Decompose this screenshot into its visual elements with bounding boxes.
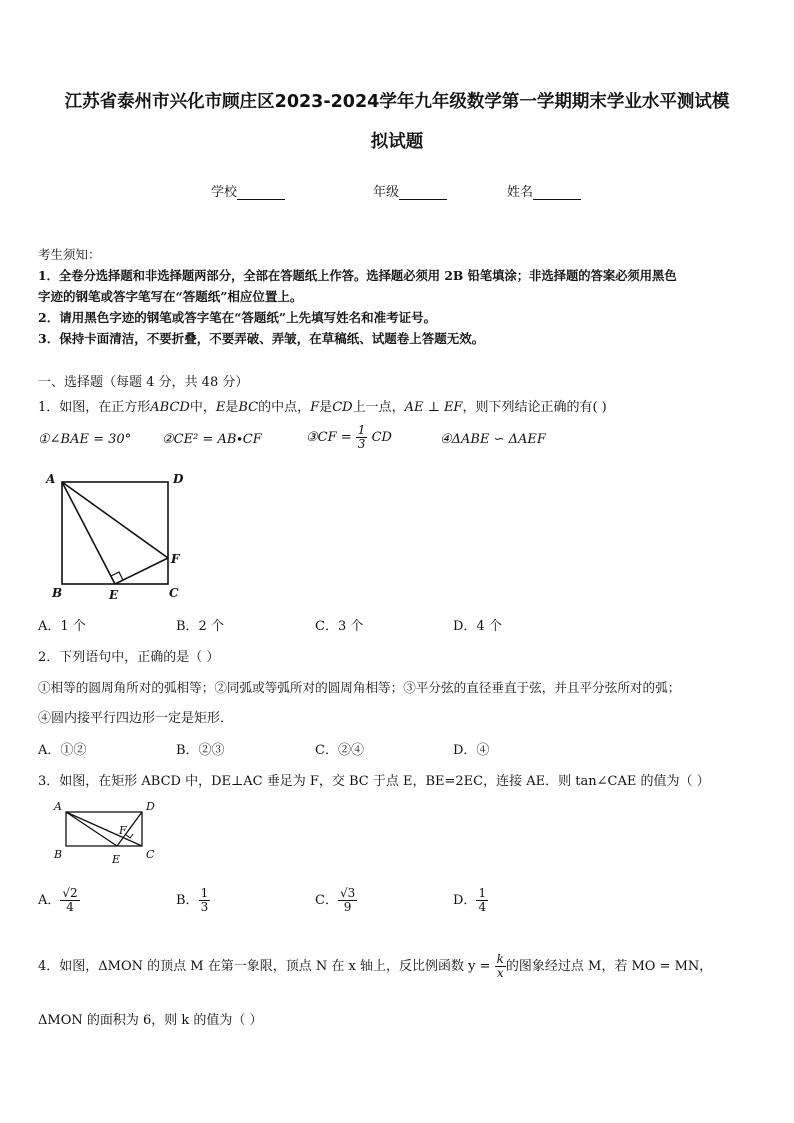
q2-option-c: C．②④ — [315, 743, 364, 758]
q2-option-a: A．①② — [38, 743, 87, 758]
school-blank — [237, 187, 285, 200]
school-field — [211, 181, 285, 200]
notice-item3: 3．保持卡面清洁，不要折叠，不要弄破、弄皱，在草稿纸、试题卷上答题无效。 — [38, 331, 485, 346]
q1-stem: 1．如图，在正方形ABCD中，E是BC的中点，F是CD上一点，AE ⊥ EF，则下列结论正确的有( ) — [38, 400, 607, 415]
q4-stem: 4．如图，ΔMON 的顶点 M 在第一象限，顶点 N 在 x 轴上，反比例函数 y = $\frac{k}{x}$ 的图象经过点 M，若 MO = MN， — [38, 952, 713, 980]
q1-label-f: F — [171, 552, 180, 566]
q3-option-a: A． $\frac{√2}{4}$ — [38, 886, 78, 914]
q1-label-d: D — [173, 472, 184, 486]
q3-label-d: D — [146, 800, 155, 813]
q3-stem: 3．如图，在矩形 ABCD 中，DE⊥AC 垂足为 F，交 BC 于点 E，BE=2EC，连接 AE．则 tan∠CAE 的值为（ ） — [38, 774, 710, 789]
q3-figure — [48, 796, 164, 868]
q1-option-b: B．2 个 — [176, 619, 224, 634]
q1-line-ae — [62, 482, 115, 584]
school-label: 学校 — [211, 185, 238, 200]
q2-option-b: B．②③ — [176, 743, 225, 758]
q3-option-d: D． $\frac{1}{4}$ — [453, 886, 487, 914]
q1-label-b: B — [52, 586, 63, 600]
name-label: 姓名 — [507, 185, 534, 200]
q1-figure — [40, 468, 190, 606]
q3-line-ac — [66, 812, 142, 846]
q1-conclusion-2: ②CE² = AB∙CF — [162, 432, 262, 447]
page-title-line2: 拟试题 — [370, 132, 424, 152]
name-blank — [533, 187, 581, 200]
q3-label-b: B — [54, 848, 63, 861]
q3-label-c: C — [146, 848, 155, 861]
q3-option-c: C． $\frac{√3}{9}$ — [315, 886, 356, 914]
notice-item2: 2．请用黑色字迹的钢笔或答字笔在“答题纸”上先填写姓名和准考证号。 — [38, 310, 437, 325]
q1-option-a: A．1 个 — [38, 619, 86, 634]
q4-stem-line2: ΔMON 的面积为 6，则 k 的值为（ ） — [38, 1013, 263, 1028]
q1-label-e: E — [109, 588, 119, 602]
q1-label-a: A — [46, 472, 56, 486]
q1-label-c: C — [169, 586, 179, 600]
q1-line-ef — [115, 558, 168, 584]
grade-field — [373, 181, 447, 200]
q1-option-d: D．4 个 — [453, 619, 502, 634]
q3-label-e: E — [112, 853, 121, 866]
q3-label-a: A — [54, 800, 62, 813]
name-field — [507, 181, 581, 200]
q3-label-f: F — [119, 824, 127, 837]
q1-option-c: C．3 个 — [315, 619, 364, 634]
page-title-line1: 江苏省泰州市兴化市顾庄区2023-2024学年九年级数学第一学期期末学业水平测试模 — [64, 92, 730, 112]
q1-square — [62, 482, 168, 584]
notice-item1a: 1．全卷分选择题和非选择题两部分，全部在答题纸上作答。选择题必须用 2B 铅笔填涂；非选择题的答案必须用黑色 — [38, 268, 677, 283]
q1-conclusion-4: ④ΔABE ∽ ΔAEF — [440, 432, 546, 447]
q3-line-ae — [66, 812, 117, 846]
q2-statement-line1: ①相等的圆周角所对的弧相等；②同弧或等弧所对的圆周角相等；③平分弦的直径垂直于弦，并且平分弦所对的弧； — [38, 680, 681, 695]
q1-conclusion-1: ①∠BAE = 30° — [38, 432, 132, 447]
notice-heading: 考生须知： — [38, 247, 101, 262]
q2-statement-line2: ④圆内接平行四边形一定是矩形． — [38, 711, 234, 726]
q2-stem: 2．下列语句中，正确的是（ ） — [38, 650, 220, 665]
section-heading: 一、选择题（每题 4 分，共 48 分） — [38, 375, 249, 390]
q1-line-af — [62, 482, 168, 558]
q3-option-b: B． $\frac{1}{3}$ — [176, 886, 209, 914]
q1-conclusion-3: ③CF = $\frac{1}{3}$ CD — [306, 423, 392, 451]
grade-blank — [399, 187, 447, 200]
notice-item1b: 字迹的钢笔或答字笔写在“答题纸”相应位置上。 — [38, 289, 303, 304]
q2-option-d: D．④ — [453, 743, 490, 758]
grade-label: 年级 — [373, 185, 400, 200]
